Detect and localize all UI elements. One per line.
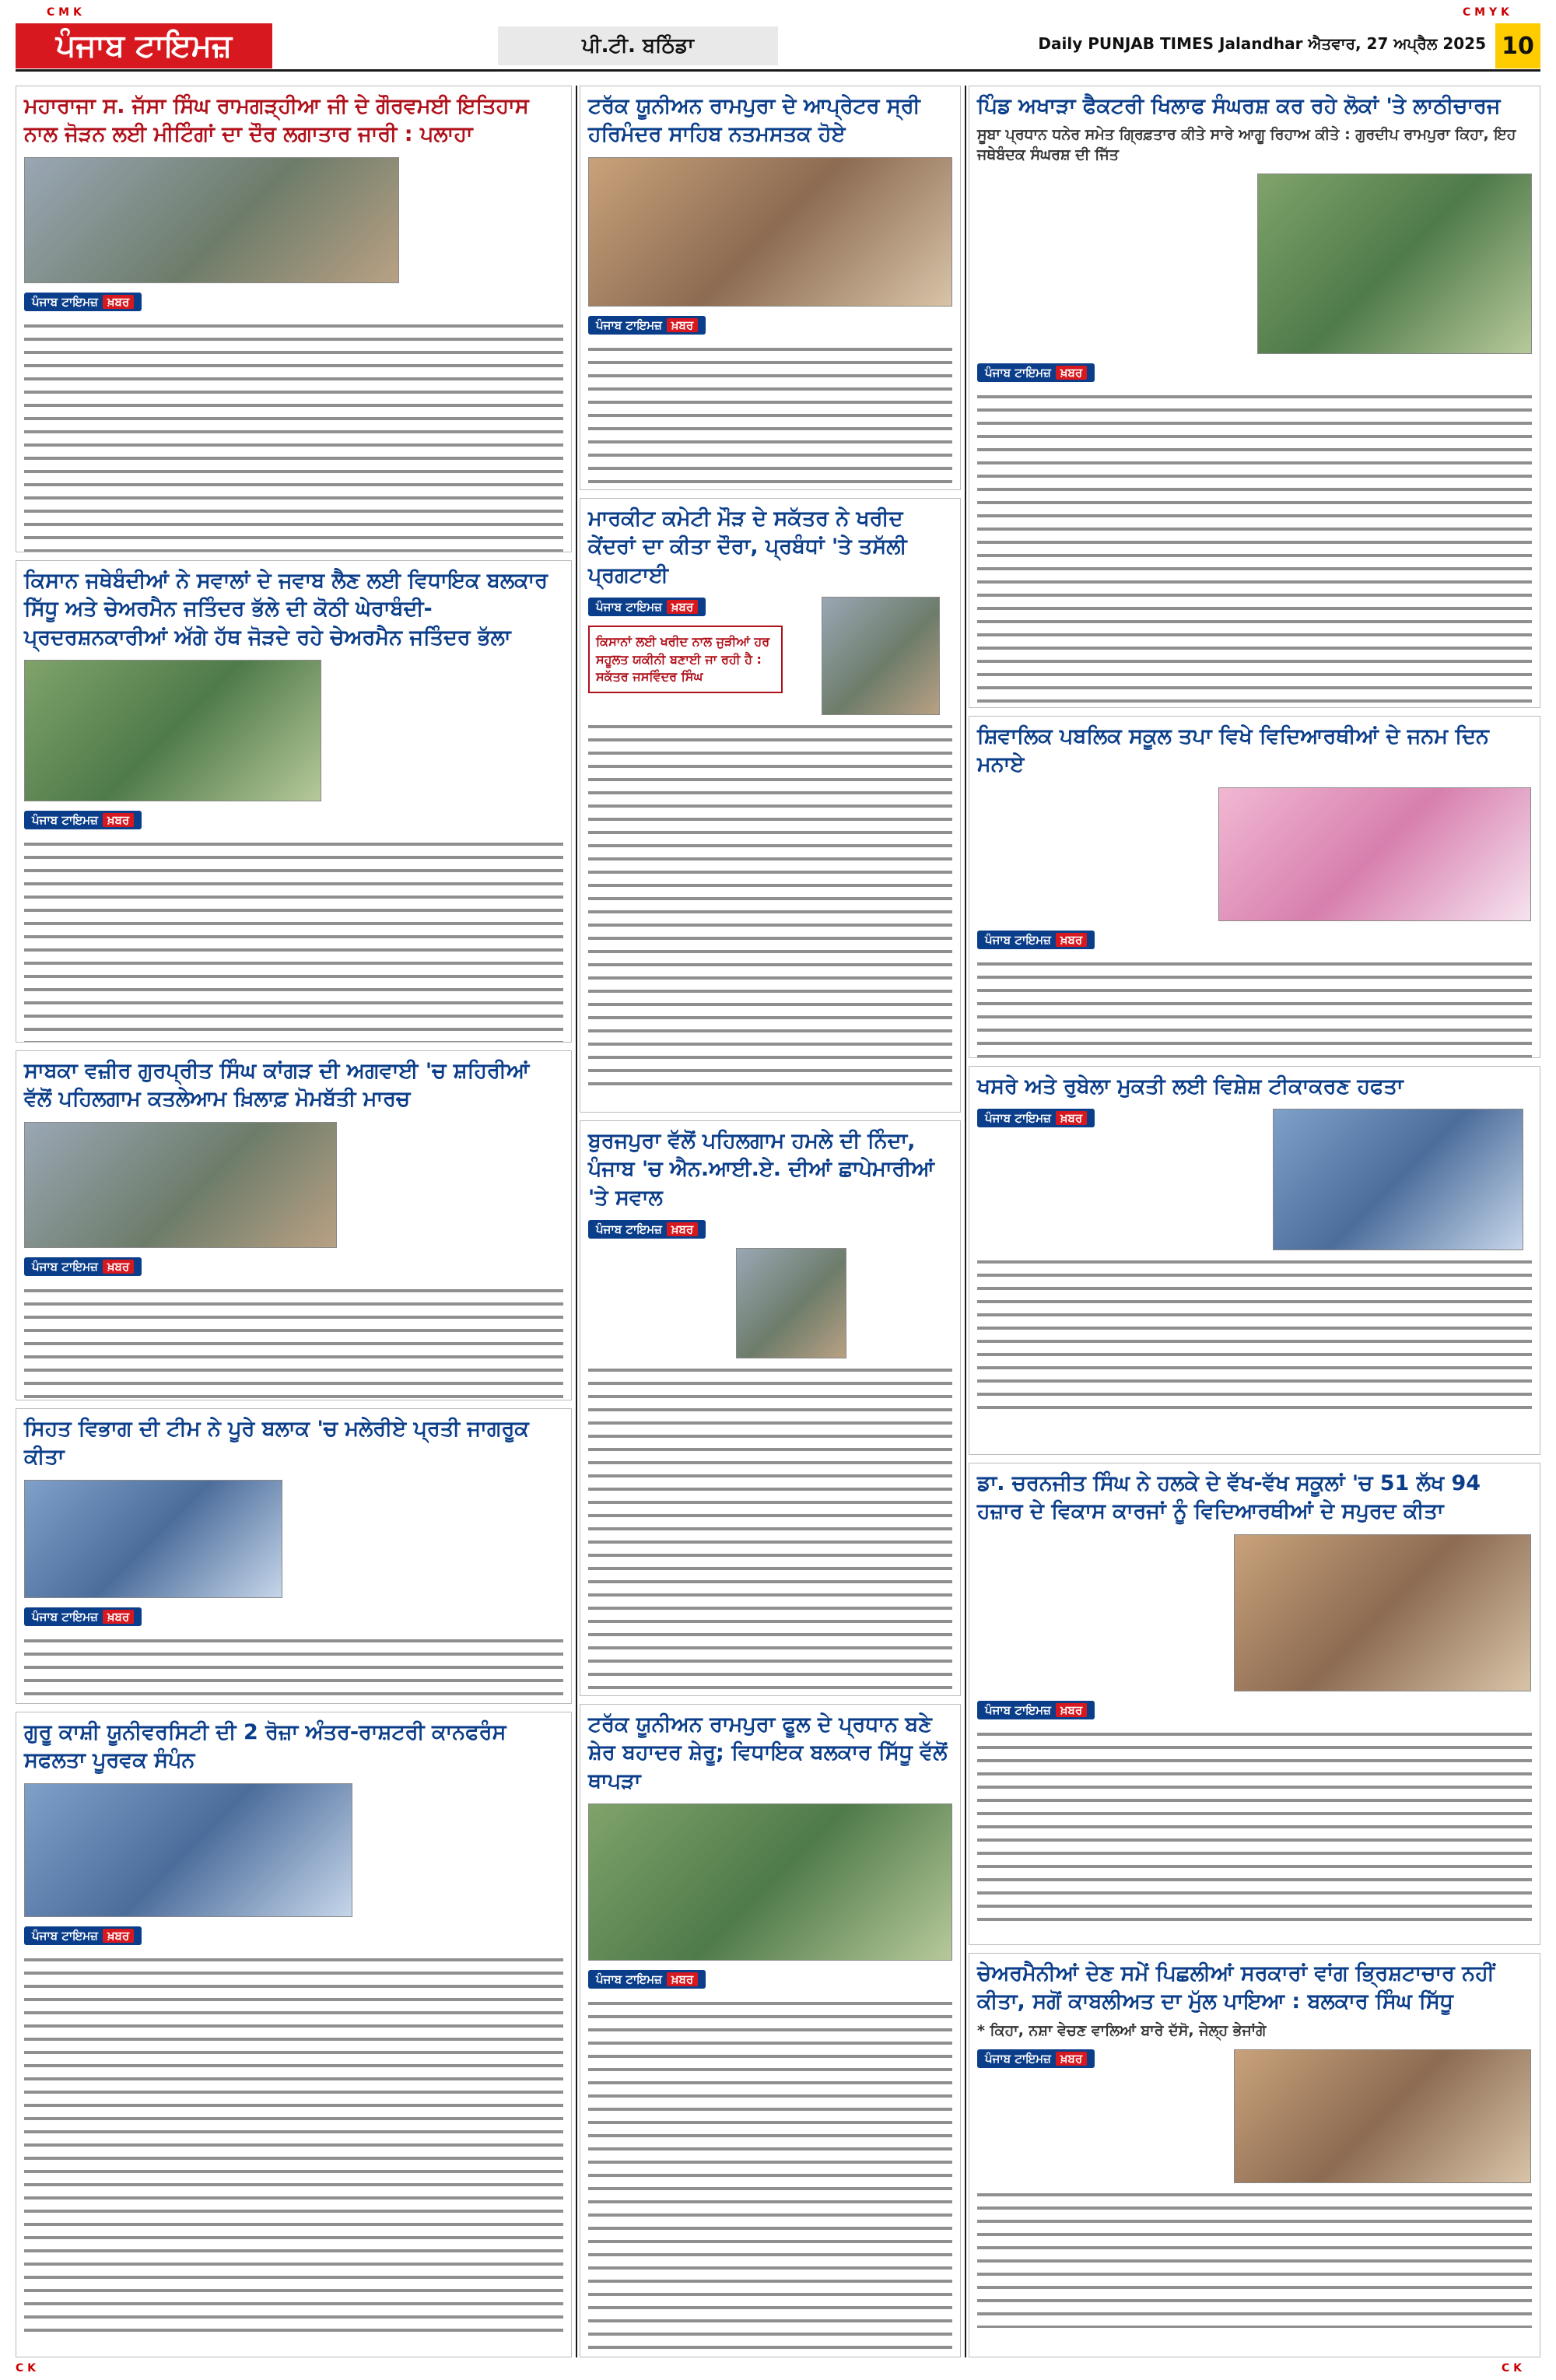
article-headline: ਟਰੱਕ ਯੂਨੀਅਨ ਰਾਮਪੁਰਾ ਦੇ ਆਪ੍ਰੇਟਰ ਸ੍ਰੀ ਹਰਿਮੰਦਰ ਸਾਹਿਬ ਨਤਮਸਤਕ ਹੋਏ bbox=[588, 94, 920, 147]
source-tag: ਪੰਜਾਬ ਟਾਇਮਜ਼ ਖ਼ਬਰ bbox=[977, 363, 1095, 382]
article-body-text bbox=[977, 390, 1532, 708]
article-shivalik-school-birthdays bbox=[969, 716, 1540, 1058]
source-tag: ਪੰਜਾਬ ਟਾਇਮਜ਼ ਖ਼ਬਰ bbox=[24, 1926, 142, 1945]
article-truck-union-harmandir bbox=[580, 86, 961, 490]
newspaper-brand: ਪੰਜਾਬ ਟਾਇਮਜ਼ bbox=[16, 23, 272, 68]
article-body-text bbox=[588, 1363, 952, 1696]
column-divider-left bbox=[576, 86, 577, 2357]
article-photo bbox=[588, 1803, 952, 1961]
article-photo bbox=[24, 157, 399, 283]
crop-mark-bottom-right: C K bbox=[1502, 2362, 1522, 2375]
portrait-photo bbox=[736, 1248, 846, 1358]
article-body-text bbox=[588, 720, 952, 1093]
article-subhead: * ਕਿਹਾ, ਨਸ਼ਾ ਵੇਚਣ ਵਾਲਿਆਂ ਬਾਰੇ ਦੱਸੋ, ਜੇਲ੍ਹ ਭੇਜਾਂਗੇ bbox=[977, 2021, 1267, 2039]
portrait-photo bbox=[822, 597, 940, 715]
article-farmers-gherao bbox=[16, 560, 572, 1043]
article-headline: ਮਾਰਕੀਟ ਕਮੇਟੀ ਮੌੜ ਦੇ ਸਕੱਤਰ ਨੇ ਖਰੀਦ ਕੇਂਦਰਾਂ ਦਾ ਕੀਤਾ ਦੌਰਾ, ਪ੍ਰਬੰਧਾਂ 'ਤੇ ਤਸੱਲੀ ਪ੍ਰਗਟਾਈ bbox=[588, 506, 907, 587]
article-photo bbox=[24, 1480, 282, 1598]
article-guru-kashi-conference bbox=[16, 1712, 572, 2357]
crop-mark-top-left: C M K bbox=[47, 6, 82, 19]
article-headline: ਬੁਰਜਪੁਰਾ ਵੱਲੋਂ ਪਹਿਲਗਾਮ ਹਮਲੇ ਦੀ ਨਿੰਦਾ, ਪੰਜਾਬ 'ਚ ਐਨ.ਆਈ.ਏ. ਦੀਆਂ ਛਾਪੇਮਾਰੀਆਂ 'ਤੇ ਸਵਾਲ bbox=[588, 1129, 934, 1210]
column-divider-right bbox=[965, 86, 966, 2357]
article-measles-rubella bbox=[969, 1066, 1540, 1455]
article-body-text bbox=[977, 957, 1532, 1058]
source-tag: ਪੰਜਾਬ ਟਾਇਮਜ਼ ਖ਼ਬਰ bbox=[24, 293, 142, 311]
article-headline: ਚੇਅਰਮੈਨੀਆਂ ਦੇਣ ਸਮੇਂ ਪਿਛਲੀਆਂ ਸਰਕਾਰਾਂ ਵਾਂਗ ਭ੍ਰਿਸ਼ਟਾਚਾਰ ਨਹੀਂ ਕੀਤਾ, ਸਗੋਂ ਕਾਬਲੀਅਤ ਦਾ ਮੁੱਲ ਪਾਇਆ : ਬਲਕਾਰ ਸਿੰਘ ਸਿੱਧੂ bbox=[977, 1961, 1495, 2014]
source-tag: ਪੰਜਾਬ ਟਾਇਮਜ਼ ਖ਼ਬਰ bbox=[977, 931, 1095, 949]
article-body-text bbox=[24, 319, 563, 552]
crop-mark-top-right: C M Y K bbox=[1463, 6, 1509, 19]
crop-mark-bottom-left: C K bbox=[16, 2362, 36, 2375]
article-body-text bbox=[24, 1953, 563, 2342]
article-body-text bbox=[977, 1255, 1532, 1418]
article-subhead: ਸੂਬਾ ਪ੍ਰਧਾਨ ਧਨੇਰ ਸਮੇਤ ਗ੍ਰਿਫ਼ਤਾਰ ਕੀਤੇ ਸਾਰੇ ਆਗੂ ਰਿਹਾਅ ਕੀਤੇ : ਗੁਰਦੀਪ ਰਾਮਪੁਰਾ ਕਿਹਾ, ਇਹ ਜਥੇਬੰਦਕ ਸੰਘਰਸ਼ ਦੀ ਜਿੱਤ bbox=[977, 126, 1516, 164]
source-tag: ਪੰਜਾਬ ਟਾਇਮਜ਼ ਖ਼ਬਰ bbox=[977, 1701, 1095, 1719]
article-headline: ਸ਼ਿਵਾਲਿਕ ਪਬਲਿਕ ਸਕੂਲ ਤਪਾ ਵਿਖੇ ਵਿਦਿਆਰਥੀਆਂ ਦੇ ਜਨਮ ਦਿਨ ਮਨਾਏ bbox=[977, 724, 1489, 777]
source-tag: ਪੰਜਾਬ ਟਾਇਮਜ਼ ਖ਼ਬਰ bbox=[588, 1970, 706, 1989]
article-malaria-awareness bbox=[16, 1408, 572, 1704]
article-headline: ਕਿਸਾਨ ਜਥੇਬੰਦੀਆਂ ਨੇ ਸਵਾਲਾਂ ਦੇ ਜਵਾਬ ਲੈਣ ਲਈ ਵਿਧਾਇਕ ਬਲਕਾਰ ਸਿੱਧੂ ਅਤੇ ਚੇਅਰਮੈਨ ਜਤਿੰਦਰ ਭੱਲੇ ਦੀ ਕੋਠੀ ਘੇਰਾਬੰਦੀ-ਪ੍ਰਦਰਸ਼ਨਕਾਰੀਆਂ ਅੱਗੇ ਹੱਥ ਜੋੜਦੇ ਰਹੇ ਚੇਅਰਮੈਨ ਜਤਿੰਦਰ ਭੱਲਾ bbox=[24, 569, 548, 650]
article-jassa-singh-ramgarhia bbox=[16, 86, 572, 552]
source-tag: ਪੰਜਾਬ ਟਾਇਮਜ਼ ਖ਼ਬਰ bbox=[24, 1257, 142, 1276]
article-candle-march bbox=[16, 1050, 572, 1400]
source-tag: ਪੰਜਾਬ ਟਾਇਮਜ਼ ਖ਼ਬਰ bbox=[588, 1220, 706, 1239]
article-callout: ਕਿਸਾਨਾਂ ਲਈ ਖਰੀਦ ਨਾਲ ਜੁੜੀਆਂ ਹਰ ਸਹੂਲਤ ਯਕੀਨੀ ਬਣਾਈ ਜਾ ਰਹੀ ਹੈ : ਸਕੱਤਰ ਜਸਵਿੰਦਰ ਸਿੰਘ bbox=[588, 626, 783, 693]
article-photo bbox=[24, 1122, 337, 1248]
article-body-text bbox=[588, 1996, 952, 2357]
article-body-text bbox=[24, 1634, 563, 1704]
article-body-text bbox=[24, 1284, 563, 1400]
article-body-text bbox=[977, 1727, 1532, 1930]
source-tag: ਪੰਜਾਬ ਟਾਇਮਜ਼ ਖ਼ਬਰ bbox=[588, 598, 706, 616]
article-headline: ਸਾਬਕਾ ਵਜ਼ੀਰ ਗੁਰਪ੍ਰੀਤ ਸਿੰਘ ਕਾਂਗੜ ਦੀ ਅਗਵਾਈ 'ਚ ਸ਼ਹਿਰੀਆਂ ਵੱਲੋਂ ਪਹਿਲਗਾਮ ਕਤਲੇਆਮ ਖ਼ਿਲਾਫ਼ ਮੋਮਬੱਤੀ ਮਾਰਚ bbox=[24, 1059, 530, 1112]
article-headline: ਸਿਹਤ ਵਿਭਾਗ ਦੀ ਟੀਮ ਨੇ ਪੂਰੇ ਬਲਾਕ 'ਚ ਮਲੇਰੀਏ ਪ੍ਰਤੀ ਜਾਗਰੂਕ ਕੀਤਾ bbox=[24, 1417, 529, 1470]
article-photo bbox=[24, 1783, 352, 1917]
source-tag: ਪੰਜਾਬ ਟਾਇਮਜ਼ ਖ਼ਬਰ bbox=[24, 1607, 142, 1626]
article-market-committee-maur bbox=[580, 498, 961, 1113]
article-body-text bbox=[977, 2188, 1532, 2328]
article-photo bbox=[588, 157, 952, 307]
article-headline: ਮਹਾਰਾਜਾ ਸ. ਜੱਸਾ ਸਿੰਘ ਰਾਮਗੜ੍ਹੀਆ ਜੀ ਦੇ ਗੌਰਵਮਈ ਇਤਿਹਾਸ ਨਾਲ ਜੋੜਨ ਲਈ ਮੀਟਿੰਗਾਂ ਦਾ ਦੌਰ ਲਗਾਤਾਰ ਜਾਰੀ : ਪਲਾਹਾ bbox=[24, 94, 529, 147]
article-photo bbox=[1234, 2049, 1531, 2183]
source-tag: ਪੰਜਾਬ ਟਾਇਮਜ਼ ਖ਼ਬਰ bbox=[977, 2049, 1095, 2068]
article-headline: ਟਰੱਕ ਯੂਨੀਅਨ ਰਾਮਪੁਰਾ ਫੂਲ ਦੇ ਪ੍ਰਧਾਨ ਬਣੇ ਸ਼ੇਰ ਬਹਾਦਰ ਸ਼ੇਰੂ; ਵਿਧਾਇਕ ਬਲਕਾਰ ਸਿੱਧੂ ਵੱਲੋਂ ਥਾਪੜਾ bbox=[588, 1712, 948, 1793]
article-photo bbox=[1218, 787, 1531, 921]
article-truck-union-president bbox=[580, 1704, 961, 2357]
article-burjpura-nia bbox=[580, 1120, 961, 1696]
masthead bbox=[16, 23, 1540, 72]
paper-date-line: Daily PUNJAB TIMES Jalandhar ਐਤਵਾਰ, 27 ਅਪ੍ਰੈਲ 2025 bbox=[1038, 34, 1486, 53]
article-headline: ਡਾ. ਚਰਨਜੀਤ ਸਿੰਘ ਨੇ ਹਲਕੇ ਦੇ ਵੱਖ-ਵੱਖ ਸਕੂਲਾਂ 'ਚ 51 ਲੱਖ 94 ਹਜ਼ਾਰ ਦੇ ਵਿਕਾਸ ਕਾਰਜਾਂ ਨੂੰ ਵਿਦਿਆਰਥੀਆਂ ਦੇ ਸਪੁਰਦ ਕੀਤਾ bbox=[977, 1471, 1481, 1524]
article-headline: ਗੁਰੂ ਕਾਸ਼ੀ ਯੂਨੀਵਰਸਿਟੀ ਦੀ 2 ਰੋਜ਼ਾ ਅੰਤਰ-ਰਾਸ਼ਟਰੀ ਕਾਨਫਰੰਸ ਸਫਲਤਾ ਪੂਰਵਕ ਸੰਪੰਨ bbox=[24, 1720, 506, 1773]
source-tag: ਪੰਜਾਬ ਟਾਇਮਜ਼ ਖ਼ਬਰ bbox=[588, 316, 706, 335]
source-tag: ਪੰਜਾਬ ਟਾਇਮਜ਼ ਖ਼ਬਰ bbox=[24, 811, 142, 829]
article-balkar-sidhu-chairmen bbox=[969, 1953, 1540, 2357]
source-tag: ਪੰਜਾਬ ਟਾਇਮਜ਼ ਖ਼ਬਰ bbox=[977, 1109, 1095, 1127]
article-photo bbox=[24, 660, 321, 801]
article-body-text bbox=[24, 837, 563, 1043]
article-akhara-factory-protest bbox=[969, 86, 1540, 708]
article-headline: ਖਸਰੇ ਅਤੇ ਰੁਬੇਲਾ ਮੁਕਤੀ ਲਈ ਵਿਸ਼ੇਸ਼ ਟੀਕਾਕਰਣ ਹਫਤਾ bbox=[977, 1074, 1404, 1099]
article-photo bbox=[1273, 1109, 1523, 1250]
edition-label: ਪੀ.ਟੀ. ਬਠਿੰਡਾ bbox=[498, 26, 778, 65]
article-photo bbox=[1257, 174, 1532, 354]
article-school-development-works bbox=[969, 1463, 1540, 1945]
article-headline: ਪਿੰਡ ਅਖਾੜਾ ਫੈਕਟਰੀ ਖਿਲਾਫ ਸੰਘਰਸ਼ ਕਰ ਰਹੇ ਲੋਕਾਂ 'ਤੇ ਲਾਠੀਚਾਰਜ bbox=[977, 94, 1501, 118]
page-number: 10 bbox=[1495, 23, 1540, 68]
article-photo bbox=[1234, 1534, 1531, 1691]
article-body-text bbox=[588, 342, 952, 490]
